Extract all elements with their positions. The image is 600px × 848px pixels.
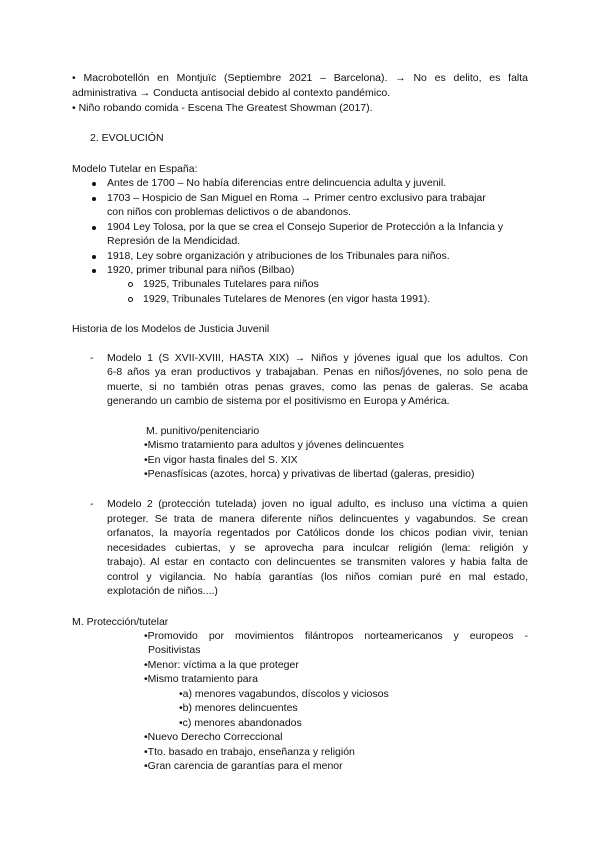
model1-line-4: generando un cambio de sistema por el positivismo en Europa y América. (107, 395, 450, 407)
protection-line-7: •Gran carencia de garantías para el menor (144, 760, 343, 772)
model1-line-1: Modelo 1 (S XVII-XVIII, HASTA XIX) → Niños y jóvenes igual que los adultos. Con (107, 352, 528, 364)
top-bullet-line-3: • Niño robando comida - Escena The Greatest Showman (2017). (72, 102, 373, 114)
model2-line-2: proteger. Se trata de manera diferente niños delincuentes y vagabundos. Se crean (107, 513, 528, 525)
model2-line-4: necesidades cubiertas, y se aprovecha para inculcar religión (lema: religión y (107, 542, 528, 554)
bullet-dot (92, 182, 96, 186)
top-bullet-line-2: administrativa → Conducta antisocial debido al contexto pandémico. (72, 87, 391, 99)
spain-item-2: 1703 – Hospicio de San Miguel en Roma → Primer centro exclusivo para trabajar (107, 192, 486, 204)
protection-line-4: •Mismo tratamiento para (144, 673, 258, 685)
protection-sub-b: •b) menores delincuentes (179, 702, 298, 714)
model2-line-7: explotación de niños....) (107, 585, 218, 597)
punitive-line-3: •En vigor hasta finales del S. XIX (144, 454, 298, 466)
bullet-ring (128, 282, 133, 287)
protection-line-6: •Tto. basado en trabajo, enseñanza y religión (144, 746, 355, 758)
section-heading: 2. EVOLUCIÓN (90, 132, 164, 144)
model2-line-1: Modelo 2 (protección tutelada) joven no igual adulto, es incluso una víctima a quien (107, 498, 528, 510)
protection-title: M. Protección/tutelar (72, 616, 169, 628)
top-bullet-line-1: • Macrobotellón en Montjuïc (Septiembre 2021 – Barcelona). → No es delito, es falta (72, 72, 528, 84)
model1-line-2: 6-8 años ya eran productivos y trabajaban. Penas en niños/jóvenes, no solo pena de (107, 366, 528, 378)
spain-item-3-cont: Represión de la Mendicidad. (107, 235, 241, 247)
spain-item-1: Antes de 1700 – No había diferencias entre delincuencia adulta y juvenil. (107, 177, 447, 189)
spain-item-3: 1904 Ley Tolosa, por la que se crea el Consejo Superior de Protección a la Infancia y (107, 221, 504, 233)
protection-line-2: Positivistas (148, 644, 201, 656)
history-title: Historia de los Modelos de Justicia Juvenil (72, 323, 270, 335)
punitive-line-1: M. punitivo/penitenciario (146, 425, 260, 437)
spain-item-4: 1918, Ley sobre organización y atribuciones de los Tribunales para niños. (107, 250, 450, 262)
spain-subitem-2: 1929, Tribunales Tutelares de Menores (en vigor hasta 1991). (143, 293, 431, 305)
protection-line-5: •Nuevo Derecho Correccional (144, 731, 283, 743)
spain-item-2-cont: con niños con problemas delictivos o de abandonos. (107, 206, 351, 218)
spain-item-5: 1920, primer tribunal para niños (Bilbao) (107, 264, 295, 276)
protection-sub-c: •c) menores abandonados (179, 717, 302, 729)
bullet-dot (92, 226, 96, 230)
punitive-line-4: •Penasfísicas (azotes, horca) y privativas de libertad (galeras, presidio) (144, 468, 475, 480)
model2-line-3: orfanatos, la mayoría regentados por Católicos donde los chicos podian vivir, tenian (107, 527, 528, 539)
model2-line-5: trabajo). Al estar en contacto con delincuentes se transmiten valores y habia falta de (107, 556, 528, 568)
protection-line-1: •Promovido por movimientos filántropos norteamericanos y europeos - (144, 630, 528, 642)
dash-marker: - (90, 498, 94, 510)
protection-line-3: •Menor: víctima a la que proteger (144, 659, 299, 671)
spain-title: Modelo Tutelar en España: (72, 163, 198, 175)
punitive-line-2: •Mismo tratamiento para adultos y jóvenes delincuentes (144, 439, 404, 451)
model2-line-6: control y vigilancia. No había garantías (los niños comian puré en mal estado, (107, 571, 528, 583)
protection-sub-a: •a) menores vagabundos, díscolos y viciosos (179, 688, 389, 700)
bullet-dot (92, 269, 96, 273)
spain-subitem-1: 1925, Tribunales Tutelares para niños (143, 278, 319, 290)
bullet-ring (128, 297, 133, 302)
bullet-dot (92, 255, 96, 259)
dash-marker: - (90, 352, 94, 364)
model1-line-3: muerte, si no también otras penas graves, como las penas de galeras. Se acaba (107, 381, 528, 393)
bullet-dot (92, 197, 96, 201)
